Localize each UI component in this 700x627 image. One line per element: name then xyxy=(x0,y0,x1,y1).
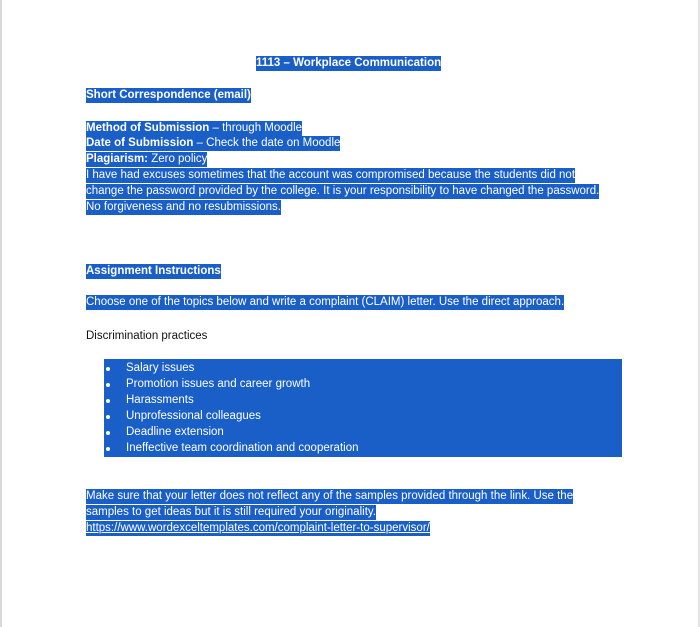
topic-heading: Discrimination practices xyxy=(86,330,208,342)
submission-date xyxy=(86,136,340,151)
plagiarism-policy xyxy=(86,152,207,167)
list-item-label: Ineffective team coordination and cooperation xyxy=(126,442,359,454)
submission-method-label: Method of Submission xyxy=(86,122,210,134)
template-link[interactable]: https://www.wordexceltemplates.com/complaint-letter-to-supervisor/ xyxy=(86,522,430,534)
list-item-label: Salary issues xyxy=(126,362,195,374)
plagiarism-value: Zero policy xyxy=(148,153,208,165)
bullet-icon xyxy=(106,399,110,403)
page-left-edge xyxy=(0,0,2,627)
instructions-heading: Assignment Instructions xyxy=(86,265,221,277)
plagiarism-label: Plagiarism: xyxy=(86,153,148,165)
bullet-icon xyxy=(106,383,110,387)
bullet-icon xyxy=(106,431,110,435)
section-heading: Short Correspondence (email) xyxy=(86,89,251,101)
excuse-line-3: No forgiveness and no resubmissions. xyxy=(86,201,281,213)
list-item-label: Harassments xyxy=(126,394,194,406)
excuse-line-1: I have had excuses sometimes that the account was compromised because the students did not xyxy=(86,169,576,181)
submission-date-label: Date of Submission xyxy=(86,137,194,149)
list-item-label: Unprofessional colleagues xyxy=(126,410,261,422)
document-title: 1113 – Workplace Communication xyxy=(256,57,442,69)
submission-date-value: – Check the date on Moodle xyxy=(193,137,341,149)
bullet-icon xyxy=(106,367,110,371)
bullet-icon xyxy=(106,415,110,419)
closing-line-2: samples to get ideas but it is still required your originality. xyxy=(86,506,376,518)
submission-method-value: – through Moodle xyxy=(209,122,303,134)
list-item-label: Deadline extension xyxy=(126,426,224,438)
submission-method xyxy=(86,121,302,136)
list-item-label: Promotion issues and career growth xyxy=(126,378,311,390)
closing-line-1: Make sure that your letter does not reflect any of the samples provided through the link. Use the xyxy=(86,490,574,502)
bullet-icon xyxy=(106,447,110,451)
excuse-line-2: change the password provided by the college. It is your responsibility to have changed the password. xyxy=(86,185,600,197)
instructions-text: Choose one of the topics below and write a complaint (CLAIM) letter. Use the direct approach. xyxy=(86,296,565,308)
